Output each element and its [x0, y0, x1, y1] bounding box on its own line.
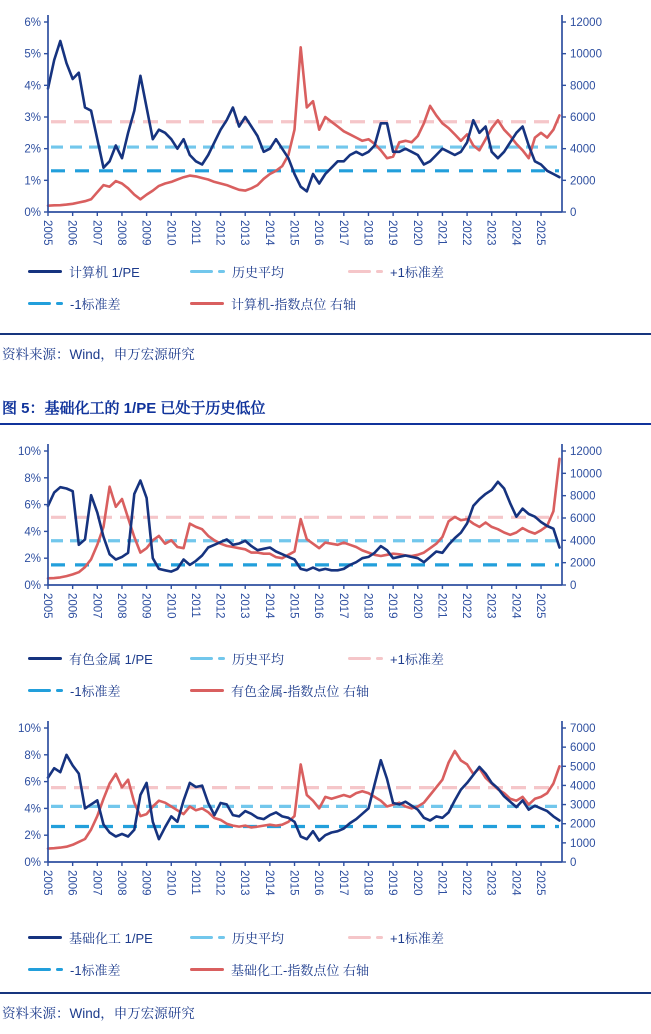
nonferrous-pe-chart	[0, 439, 651, 635]
svg-text:8%: 8%	[24, 472, 41, 485]
legend-item	[190, 681, 369, 700]
legend-label: 基础化工-指数点位 右轴	[231, 963, 369, 978]
svg-text:10000: 10000	[570, 48, 602, 61]
legend-item	[190, 262, 348, 281]
legend-label: -1标准差	[70, 684, 121, 699]
svg-text:2012: 2012	[213, 220, 226, 246]
svg-text:2015: 2015	[287, 593, 300, 619]
line-swatch	[28, 936, 62, 940]
svg-text:5000: 5000	[570, 761, 596, 774]
legend-item	[28, 294, 190, 313]
svg-text:2018: 2018	[361, 220, 374, 246]
svg-text:2023: 2023	[484, 870, 497, 896]
dashed-line-swatch	[28, 302, 63, 306]
chart-legend	[0, 649, 651, 700]
svg-text:2025: 2025	[534, 593, 547, 619]
svg-text:2000: 2000	[570, 557, 596, 570]
svg-text:6%: 6%	[24, 499, 41, 512]
svg-text:2000: 2000	[570, 175, 596, 188]
svg-text:8000: 8000	[570, 80, 596, 93]
dashed-line-swatch	[348, 936, 383, 940]
svg-text:8%: 8%	[24, 749, 41, 762]
legend-label: 历史平均	[232, 931, 285, 946]
legend-item	[190, 649, 348, 668]
legend-item	[28, 928, 190, 947]
legend-item	[190, 960, 369, 979]
svg-text:3%: 3%	[24, 112, 41, 124]
svg-text:2018: 2018	[361, 870, 374, 896]
svg-text:0: 0	[570, 857, 577, 869]
svg-text:2006: 2006	[65, 220, 78, 246]
svg-text:2%: 2%	[24, 553, 41, 566]
svg-text:2000: 2000	[570, 818, 596, 831]
legend-item	[190, 928, 348, 947]
svg-text:2011: 2011	[188, 870, 201, 895]
svg-text:0%: 0%	[24, 207, 41, 219]
svg-text:1%: 1%	[24, 175, 41, 188]
dashed-line-swatch	[348, 270, 383, 274]
svg-text:2016: 2016	[312, 593, 325, 619]
svg-text:2017: 2017	[336, 593, 349, 619]
svg-text:2007: 2007	[90, 220, 103, 246]
svg-text:2010: 2010	[164, 220, 177, 246]
legend-label: -1标准差	[70, 963, 121, 978]
legend-label: 有色金属 1/PE	[69, 652, 153, 667]
svg-text:2023: 2023	[484, 220, 497, 246]
svg-text:10000: 10000	[570, 468, 602, 481]
svg-text:2021: 2021	[435, 593, 448, 619]
svg-text:2005: 2005	[41, 870, 53, 896]
legend-item	[28, 262, 190, 281]
legend-item	[28, 681, 190, 700]
svg-text:0%: 0%	[24, 857, 41, 869]
chart-legend	[0, 928, 651, 979]
svg-text:2015: 2015	[287, 220, 300, 246]
svg-text:2011: 2011	[188, 220, 201, 245]
svg-text:10%: 10%	[17, 446, 41, 458]
svg-text:2023: 2023	[484, 593, 497, 619]
svg-text:0: 0	[570, 580, 577, 592]
svg-text:2016: 2016	[312, 220, 325, 246]
svg-text:12000: 12000	[570, 446, 602, 458]
svg-text:2022: 2022	[460, 220, 473, 246]
legend-label: +1标准差	[390, 652, 444, 667]
legend-item	[348, 262, 651, 281]
svg-text:8000: 8000	[570, 490, 596, 503]
legend-label: +1标准差	[390, 931, 444, 946]
legend-item	[348, 649, 651, 668]
svg-text:2008: 2008	[114, 593, 127, 619]
svg-text:2012: 2012	[213, 870, 226, 896]
svg-text:2009: 2009	[139, 220, 152, 246]
dashed-line-swatch	[190, 936, 225, 940]
chart-legend	[0, 262, 651, 313]
svg-text:2014: 2014	[262, 593, 275, 619]
svg-text:2007: 2007	[90, 870, 103, 896]
line-swatch	[190, 302, 224, 306]
svg-text:10%: 10%	[17, 723, 41, 735]
svg-text:4%: 4%	[24, 803, 41, 816]
svg-text:4000: 4000	[570, 780, 596, 793]
svg-text:2009: 2009	[139, 593, 152, 619]
svg-text:6000: 6000	[570, 742, 596, 755]
svg-text:2022: 2022	[460, 870, 473, 896]
svg-text:2015: 2015	[287, 870, 300, 896]
line-swatch	[28, 270, 62, 274]
svg-text:12000: 12000	[570, 17, 602, 29]
svg-text:2019: 2019	[386, 220, 399, 246]
svg-text:0%: 0%	[24, 580, 41, 592]
svg-text:2019: 2019	[386, 593, 399, 619]
svg-text:2008: 2008	[114, 220, 127, 246]
svg-text:2005: 2005	[41, 220, 53, 246]
source-note: 资料来源：Wind，申万宏源研究	[2, 1006, 195, 1021]
dashed-line-swatch	[348, 657, 383, 661]
figure-title: 图 5：基础化工的 1/PE 已处于历史低位	[0, 397, 651, 425]
computer-pe-chart	[0, 6, 651, 252]
report-page	[0, 6, 651, 1034]
svg-text:2024: 2024	[509, 220, 522, 246]
line-swatch	[190, 689, 224, 693]
legend-label: 历史平均	[232, 265, 285, 280]
svg-text:2024: 2024	[509, 870, 522, 896]
svg-text:2024: 2024	[509, 593, 522, 619]
legend-label: 计算机-指数点位 右轴	[231, 297, 356, 312]
svg-text:4%: 4%	[24, 526, 41, 539]
svg-text:4%: 4%	[24, 80, 41, 93]
svg-text:2020: 2020	[410, 870, 423, 896]
svg-text:2020: 2020	[410, 593, 423, 619]
svg-text:2025: 2025	[534, 870, 547, 896]
legend-item	[190, 294, 356, 313]
svg-text:2013: 2013	[238, 220, 251, 246]
svg-text:4000: 4000	[570, 535, 596, 548]
svg-text:2%: 2%	[24, 830, 41, 843]
legend-label: 有色金属-指数点位 右轴	[231, 684, 369, 699]
svg-text:2014: 2014	[262, 870, 275, 896]
svg-text:2016: 2016	[312, 870, 325, 896]
legend-item	[348, 928, 651, 947]
svg-text:2006: 2006	[65, 870, 78, 896]
svg-text:2012: 2012	[213, 593, 226, 619]
legend-item	[28, 960, 190, 979]
svg-text:6%: 6%	[24, 776, 41, 789]
svg-text:4000: 4000	[570, 143, 596, 156]
legend-label: +1标准差	[390, 265, 444, 280]
dashed-line-swatch	[190, 657, 225, 661]
svg-text:2009: 2009	[139, 870, 152, 896]
svg-text:2019: 2019	[386, 870, 399, 896]
svg-text:2025: 2025	[534, 220, 547, 246]
svg-text:7000: 7000	[570, 723, 596, 735]
legend-label: 基础化工 1/PE	[69, 931, 153, 946]
legend-item	[28, 649, 190, 668]
svg-text:5%: 5%	[24, 48, 41, 61]
line-swatch	[28, 657, 62, 661]
source-note: 资料来源：Wind，申万宏源研究	[2, 347, 195, 362]
svg-text:2006: 2006	[65, 593, 78, 619]
svg-text:2011: 2011	[188, 593, 201, 618]
line-swatch	[190, 968, 224, 972]
svg-text:6000: 6000	[570, 513, 596, 525]
svg-text:0: 0	[570, 207, 577, 219]
svg-text:1000: 1000	[570, 837, 596, 850]
svg-text:2008: 2008	[114, 870, 127, 896]
svg-text:2007: 2007	[90, 593, 103, 619]
dashed-line-swatch	[190, 270, 225, 274]
svg-text:2014: 2014	[262, 220, 275, 246]
svg-text:2018: 2018	[361, 593, 374, 619]
svg-text:6%: 6%	[24, 17, 41, 29]
svg-text:2010: 2010	[164, 870, 177, 896]
svg-text:2022: 2022	[460, 593, 473, 619]
svg-text:2005: 2005	[41, 593, 53, 619]
svg-text:2%: 2%	[24, 143, 41, 156]
legend-label: -1标准差	[70, 297, 121, 312]
dashed-line-swatch	[28, 689, 63, 693]
svg-text:2021: 2021	[435, 220, 448, 246]
svg-text:2010: 2010	[164, 593, 177, 619]
legend-label: 历史平均	[232, 652, 285, 667]
svg-text:2013: 2013	[238, 870, 251, 896]
legend-label: 计算机 1/PE	[69, 265, 140, 280]
dashed-line-swatch	[28, 968, 63, 972]
svg-text:6000: 6000	[570, 112, 596, 124]
chemicals-pe-chart	[0, 716, 651, 912]
svg-text:2020: 2020	[410, 220, 423, 246]
svg-text:2017: 2017	[336, 220, 349, 246]
svg-text:2017: 2017	[336, 870, 349, 896]
svg-text:3000: 3000	[570, 799, 596, 812]
svg-text:2021: 2021	[435, 870, 448, 896]
svg-text:2013: 2013	[238, 593, 251, 619]
